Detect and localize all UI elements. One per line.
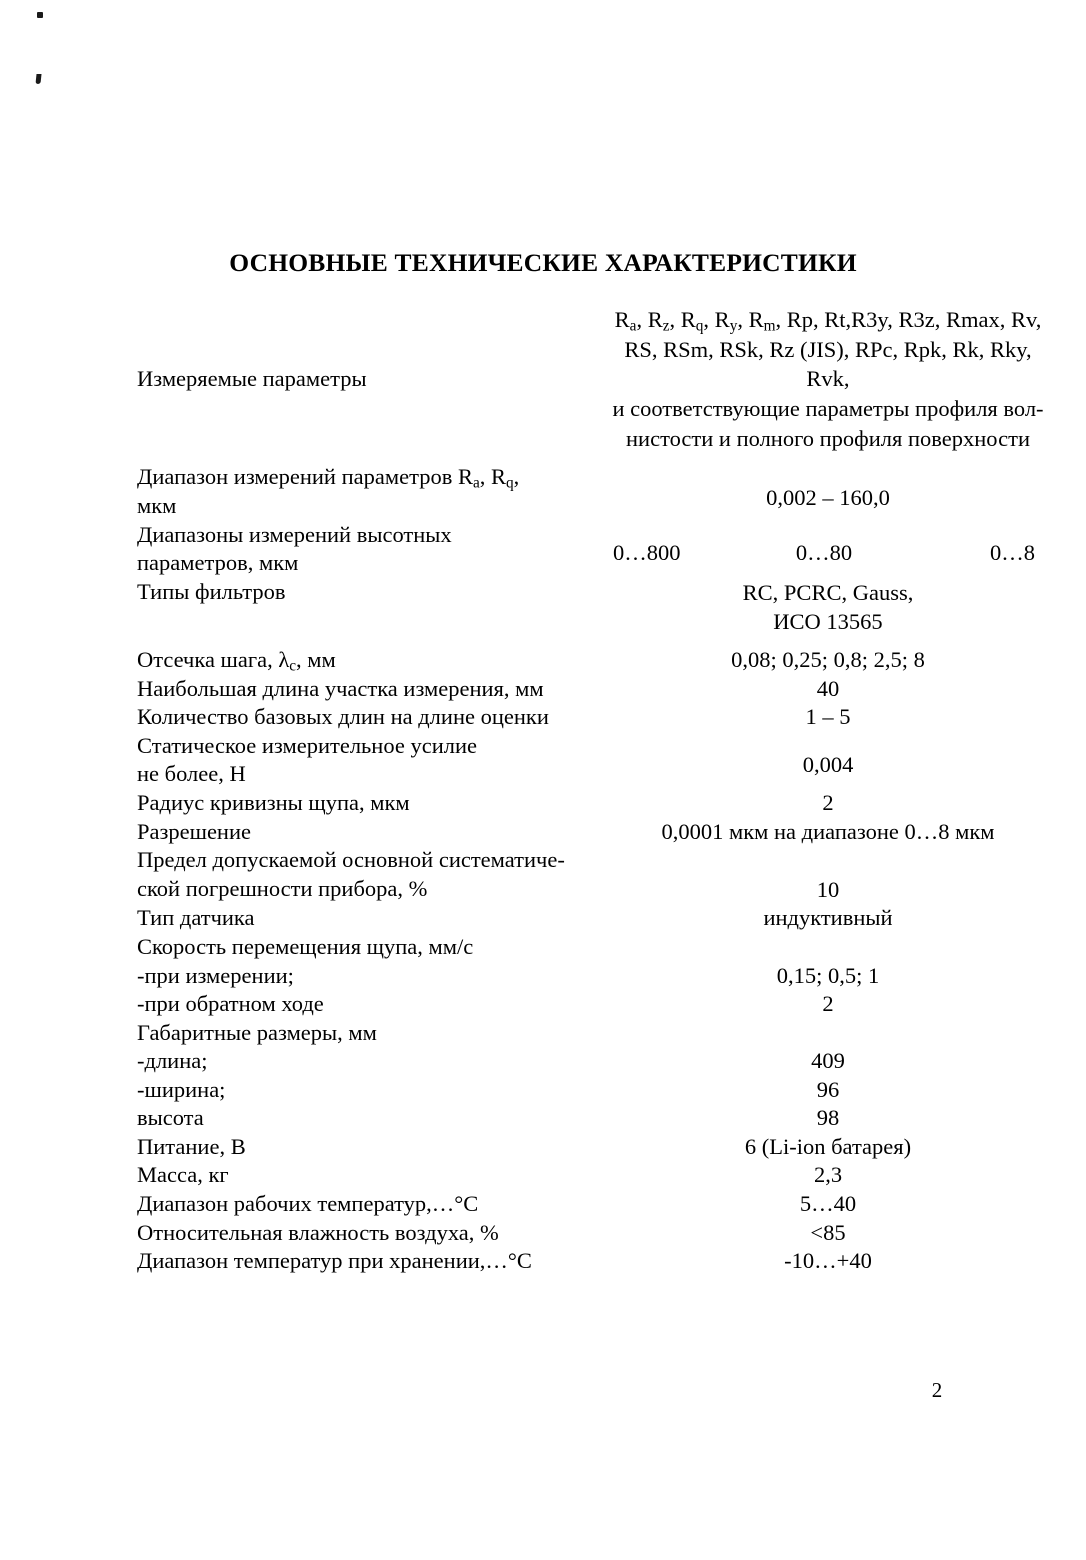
params-line-1 (607, 305, 1049, 335)
table-row-resolution (137, 818, 1049, 847)
params-mid-4: , R (737, 307, 764, 332)
row-value (607, 453, 1049, 520)
range-label-line-2: мкм (137, 493, 177, 518)
table-row-power (137, 1133, 1049, 1162)
page-title: ОСНОВНЫЕ ТЕХНИЧЕСКИЕ ХАРАКТЕРИСТИКИ (229, 248, 857, 277)
range-label-line-1 (137, 463, 599, 492)
filter-types-line-1: RC, PCRC, Gauss, (742, 579, 914, 605)
row-label: Скорость перемещения щупа, мм/с (137, 933, 474, 959)
params-sub-z: z (662, 317, 670, 335)
row-label: Питание, В (137, 1133, 246, 1159)
params-mid-1: , R (636, 307, 663, 332)
row-label: Количество базовых длин на длине оценки (137, 704, 549, 730)
row-label: Диапазон рабочих температур,…°С (137, 1191, 479, 1216)
row-label: высота (137, 1105, 204, 1131)
row-value (607, 578, 1049, 637)
row-value (607, 305, 1049, 453)
table-row-storage-temperature (137, 1247, 1049, 1276)
row-value (607, 933, 1049, 962)
height-ranges-values (607, 521, 1049, 568)
row-value: 96 (816, 1076, 840, 1102)
row-value: <85 (810, 1219, 846, 1245)
row-value: 0,0001 мкм на диапазоне 0…8 мкм (661, 818, 995, 844)
cutoff-label-text-2: , мм (296, 647, 336, 673)
row-label (137, 453, 607, 520)
range-label-text-2: , R (479, 464, 507, 490)
static-force-value: 0,004 (802, 751, 854, 777)
row-label: -при измерении; (137, 962, 294, 988)
row-value (607, 732, 1049, 789)
row-value (607, 846, 1049, 904)
params-sub-y: y (729, 317, 738, 335)
params-line-2: RS, RSm, RSk, Rz (JIS), RPc, Rpk, Rk, Rky, Rvk, (624, 336, 1032, 392)
range-sub-a: a (472, 474, 480, 492)
row-label: -длина; (137, 1048, 208, 1074)
cutoff-sub-c: c (289, 657, 297, 675)
table-row-measured-parameters (137, 305, 1049, 453)
row-value: 2 (822, 790, 834, 815)
table-row-dimensions (137, 1019, 1049, 1048)
systematic-error-value: 10 (816, 877, 840, 903)
table-row-operating-temperature (137, 1190, 1049, 1219)
table-row-range-ra-rq (137, 453, 1049, 520)
row-value (607, 1019, 1049, 1048)
table-row-static-force (137, 732, 1049, 789)
params-sub-a: a (629, 317, 637, 335)
row-value: 0,15; 0,5; 1 (776, 962, 880, 988)
row-label: Относительная влажность воздуха, % (137, 1219, 499, 1245)
row-value: -10…+40 (784, 1248, 872, 1274)
params-r: R (614, 307, 630, 332)
height-range-col-1: 0…800 (613, 539, 681, 565)
systematic-error-label-line-2: ской погрешности прибора, % (137, 875, 428, 901)
filter-types-values (607, 578, 1049, 637)
height-ranges-label-line-1: Диапазоны измерений высотных (137, 521, 452, 547)
table-row-stylus-speed-return (137, 990, 1049, 1019)
params-line-3: и соответствующие параметры профиля вол- (612, 396, 1044, 422)
systematic-error-label-line-1: Предел допускаемой основной систематиче- (137, 847, 565, 873)
params-sub-q: q (695, 317, 704, 335)
row-label: Измеряемые параметры (137, 365, 367, 391)
table-row-height-ranges (137, 521, 1049, 578)
row-label (137, 846, 607, 904)
row-value (607, 521, 1049, 578)
table-row-relative-humidity (137, 1219, 1049, 1248)
table-row-stylus-speed-measuring (137, 962, 1049, 991)
table-row-stylus-speed (137, 933, 1049, 962)
row-value: 0,08; 0,25; 0,8; 2,5; 8 (731, 647, 925, 673)
cutoff-label-text-1: Отсечка шага, λ (137, 647, 290, 673)
table-row-filter-types (137, 578, 1049, 637)
specifications-table (137, 305, 1049, 1276)
params-tail: , Rp, Rt,R3y, R3z, Rmax, Rv, (775, 307, 1042, 332)
row-label: Тип датчика (137, 905, 255, 931)
table-row-dimension-length (137, 1047, 1049, 1076)
row-label: -ширина; (137, 1076, 226, 1102)
scan-artifact-dot (37, 12, 43, 18)
table-row-max-measuring-length (137, 675, 1049, 704)
row-value: 2,3 (813, 1162, 843, 1188)
params-mid-3: , R (703, 307, 730, 332)
row-value: 5…40 (799, 1191, 857, 1216)
row-label: Масса, кг (137, 1162, 229, 1188)
row-label: -при обратном ходе (137, 991, 324, 1017)
table-row-sampling-lengths-count (137, 703, 1049, 732)
table-row-dimension-width (137, 1076, 1049, 1105)
table-row-cutoff (137, 636, 1049, 675)
row-value: 40 (816, 675, 840, 701)
range-label-text-1: Диапазон измерений параметров R (137, 464, 473, 490)
table-row-stylus-tip-radius (137, 789, 1049, 818)
table-row-sensor-type (137, 904, 1049, 933)
static-force-label-line-2: не более, Н (137, 761, 246, 787)
row-value: индуктивный (763, 905, 893, 931)
row-label: Радиус кривизны щупа, мкм (137, 790, 410, 815)
height-range-col-2: 0…80 (795, 539, 853, 565)
row-label (137, 636, 607, 675)
row-value: 2 (822, 991, 834, 1017)
page-number-value: 2 (931, 1378, 943, 1402)
row-label (137, 732, 607, 789)
table-row-mass (137, 1161, 1049, 1190)
measured-parameters-list (607, 305, 1049, 453)
range-sub-q: q (506, 474, 514, 492)
params-sub-m: m (763, 317, 776, 335)
static-force-label-line-1: Статическое измерительное усилие (137, 732, 478, 758)
range-label-text-3: , (513, 464, 520, 490)
row-value: 409 (811, 1048, 845, 1074)
row-value: 1 – 5 (805, 704, 851, 730)
row-label: Разрешение (137, 818, 252, 844)
height-ranges-label-line-2: параметров, мкм (137, 550, 299, 576)
params-line-4: нистости и полного профиля поверхности (626, 425, 1030, 451)
table-row-dimension-height (137, 1104, 1049, 1133)
row-value: 6 (Li-ion батарея) (744, 1133, 912, 1159)
row-value: 98 (816, 1105, 840, 1131)
table-row-systematic-error-limit (137, 846, 1049, 904)
scan-artifact-comma (35, 74, 41, 84)
row-label: Диапазон температур при хранении,…°С (137, 1248, 532, 1274)
row-label: Габаритные размеры, мм (137, 1019, 377, 1045)
range-ra-rq-value: 0,002 – 160,0 (766, 485, 890, 511)
row-label: Наибольшая длина участка измерения, мм (137, 675, 544, 701)
height-range-col-3: 0…8 (990, 539, 1036, 565)
params-mid-2: , R (669, 307, 696, 332)
row-label (137, 521, 607, 578)
filter-types-line-2: ИСО 13565 (773, 608, 883, 634)
page-number (0, 1378, 1086, 1403)
row-label: Типы фильтров (137, 578, 286, 604)
